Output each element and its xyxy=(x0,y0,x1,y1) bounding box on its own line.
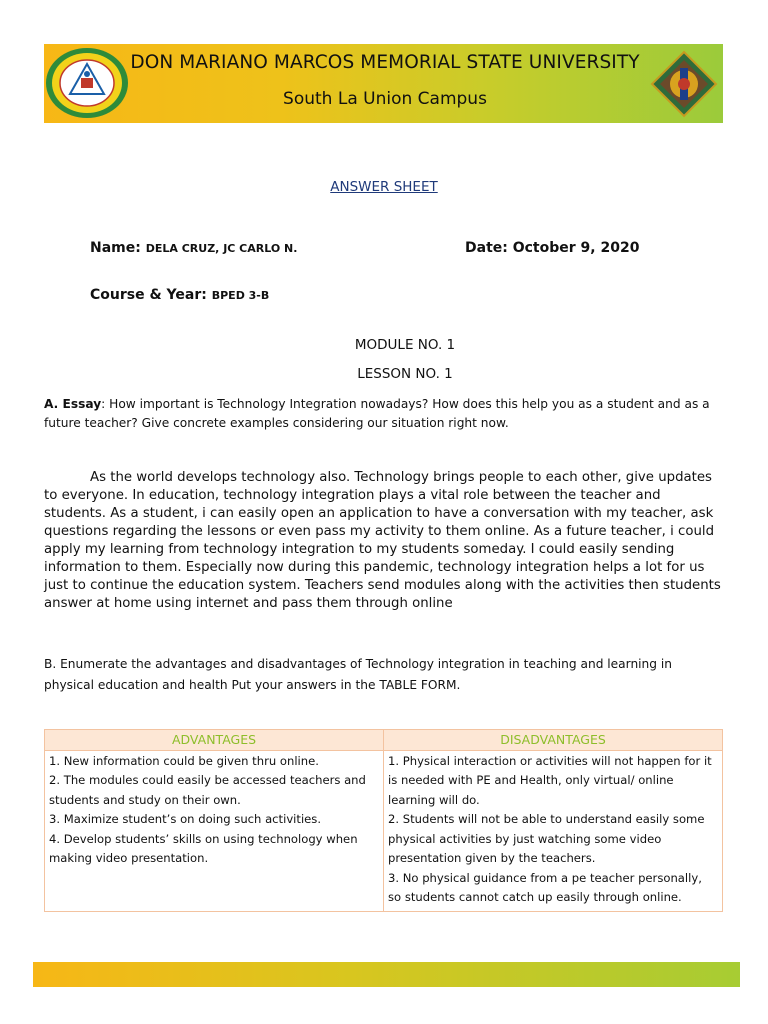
advantages-cell xyxy=(45,750,384,911)
footer-band xyxy=(33,962,740,987)
list-item: 1. New information could be given thru online. xyxy=(49,753,319,768)
list-item: 2. The modules could easily be accessed teachers and students and study on their own. xyxy=(49,773,366,807)
list-item: 2. Students will not be able to understand easily some physical activities by just watching some video presentation given by the teachers. xyxy=(388,812,705,865)
list-item: 3. No physical guidance from a pe teacher personally, so students cannot catch up easily through online. xyxy=(388,870,702,904)
module-number: MODULE NO. 1 xyxy=(354,337,456,353)
question-b: B. Enumerate the advantages and disadvantages of Technology integration in teaching and learning in physical education and health Put your answers in the TABLE FORM. xyxy=(44,657,673,692)
question-a-label: A. Essay xyxy=(44,397,102,411)
date-label: Date: xyxy=(465,240,513,256)
date-field xyxy=(465,240,639,256)
lesson-number: LESSON NO. 1 xyxy=(357,366,453,382)
university-name: DON MARIANO MARCOS MEMORIAL STATE UNIVERSITY xyxy=(130,52,640,73)
university-seal-logo xyxy=(44,46,130,120)
list-item: 3. Maximize student’s on doing such activities. xyxy=(49,812,322,826)
name-label: Name: xyxy=(90,240,146,256)
name-field xyxy=(90,240,297,256)
campus-name: South La Union Campus xyxy=(283,89,487,109)
course-field xyxy=(90,287,269,303)
advantages-header: ADVANTAGES xyxy=(45,730,384,751)
campus-emblem-logo xyxy=(650,50,718,118)
document-title: ANSWER SHEET xyxy=(330,179,438,195)
list-item: 4. Develop students’ skills on using technology when making video presentation. xyxy=(49,831,358,865)
question-a-text: : How important is Technology Integration nowadays? How does this help you as a student and as a future teacher? Give concrete examples considering our situation right now. xyxy=(44,397,710,430)
list-item: 1. Physical interaction or activities will not happen for it is needed with PE and Health, only virtual/ online learning will do. xyxy=(388,753,712,807)
disadvantages-header: DISADVANTAGES xyxy=(384,730,723,751)
course-value: BPED 3-B xyxy=(211,289,270,302)
date-value: October 9, 2020 xyxy=(512,240,640,256)
question-a xyxy=(44,395,724,433)
disadvantages-cell xyxy=(384,750,723,911)
name-value: DELA CRUZ, JC CARLO N. xyxy=(145,242,298,255)
advantages-table xyxy=(44,729,723,912)
essay-answer: As the world develops technology also. Technology brings people to each other, give updates to everyone. In education, technology integration plays a vital role between the teacher and students. As a student, i can easily open an application to have a conversation with my teacher, ask questions regarding the lessons or even pass my activity to them online. As a future teacher, i could apply my learning from technology integration to my students someday. I could easily sending information to them. Especially now during this pandemic, technology integration helps a lot for us just to continue the education system. Teachers send modules along with the activities then students answer at home using internet and pass them through online xyxy=(44,470,721,611)
course-label: Course & Year: xyxy=(90,287,212,303)
